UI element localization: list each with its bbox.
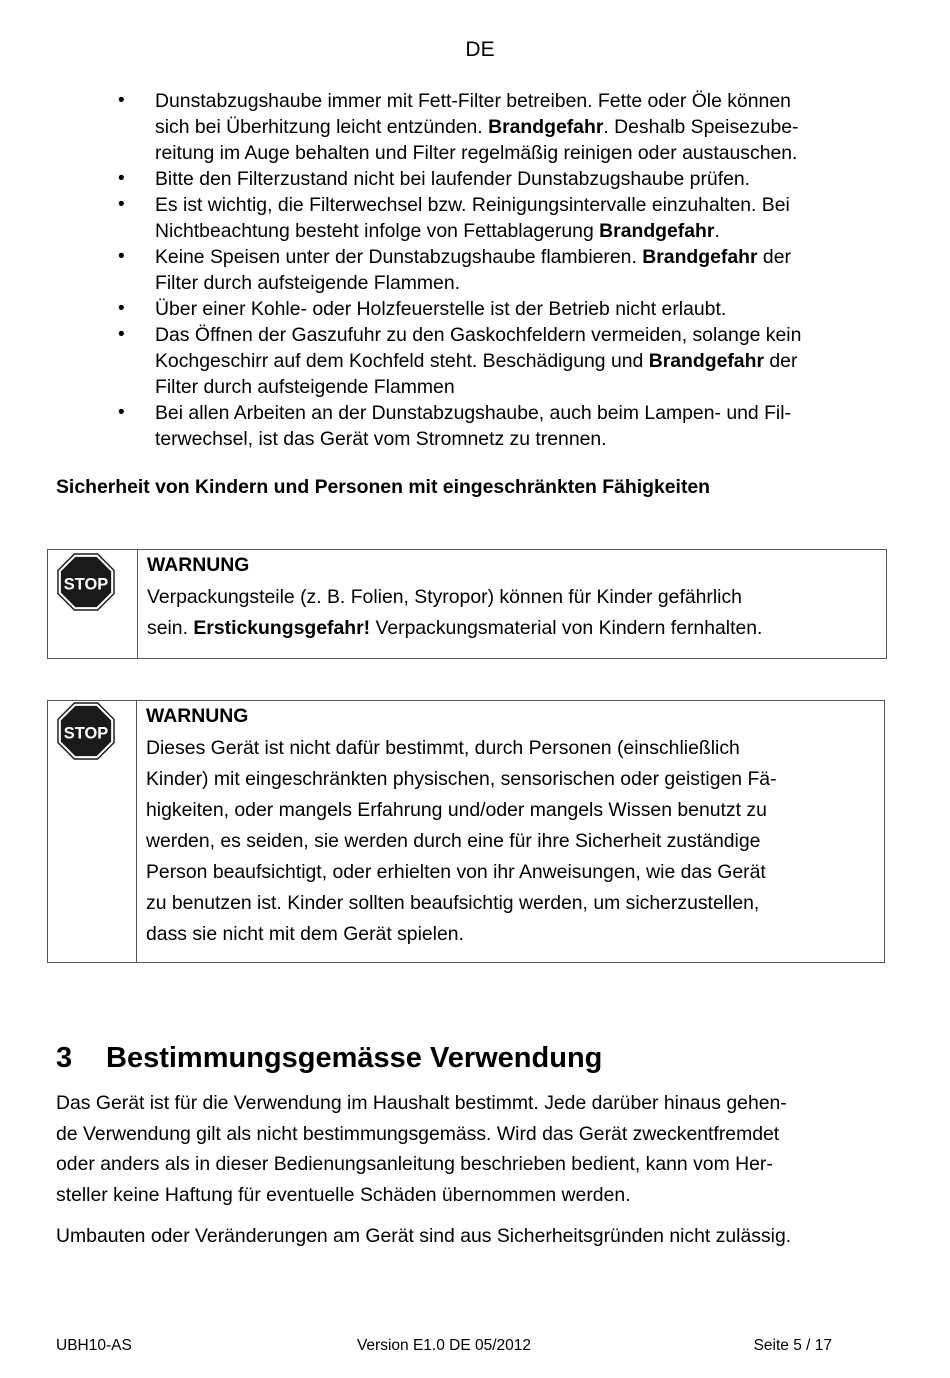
bullet-icon: • [118, 402, 125, 423]
stop-sign-icon [57, 702, 115, 760]
stop-sign-text: STOP [63, 724, 109, 743]
usage-paragraph: Das Gerät ist für die Verwendung im Haushalt bestimmt. Jede darüber hinaus gehen- de Verwendung gilt als nicht bestimmungsgemäss. Wird das Gerät zweckentfremdet oder anders als in dieser Bedienungsanleitung beschrieben bedient, kann vom Her- steller keine Haftung für eventuelle Schäden übernommen werden. [56, 1092, 787, 1206]
bullet-icon: • [118, 168, 125, 189]
warning-box-packaging [47, 549, 887, 659]
chapter-title: Bestimmungsgemässe Verwendung [106, 1042, 603, 1074]
list-item: • Über einer Kohle- oder Holzfeuerstelle ist der Betrieb nicht erlaubt. [118, 298, 727, 320]
warning-title: WARNUNG [146, 705, 249, 727]
warning-text: Verpackungsteile (z. B. Folien, Styropor) können für Kinder gefährlich sein. Erstickungsgefahr! Verpackungsmaterial von Kindern fernhalten. [147, 586, 763, 639]
safety-bullet-list [56, 88, 906, 452]
bullet-icon: • [118, 298, 125, 319]
stop-sign-text: STOP [63, 575, 109, 594]
list-item: • Keine Speisen unter der Dunstabzugshaube flambieren. Brandgefahr der Filter durch aufsteigende Flammen. [118, 246, 791, 294]
section-heading: Sicherheit von Kindern und Personen mit eingeschränkten Fähigkeiten [56, 476, 711, 498]
bullet-icon: • [118, 324, 125, 345]
footer-page-number: Seite 5 / 17 [753, 1337, 832, 1354]
list-item: • Bitte den Filterzustand nicht bei laufender Dunstabzugshaube prüfen. [118, 168, 751, 190]
list-item: • Es ist wichtig, die Filterwechsel bzw. Reinigungsintervalle einzuhalten. Bei Nichtbeachtung besteht infolge von Fettablagerung Brandgefahr. [118, 194, 790, 242]
footer-model: UBH10-AS [56, 1337, 132, 1354]
chapter-heading [56, 1042, 602, 1075]
bullet-icon: • [118, 194, 125, 215]
warning-text: Dieses Gerät ist nicht dafür bestimmt, durch Personen (einschließlich Kinder) mit eingeschränkten physischen, sensorischen oder geistigen Fä- higkeiten, oder mangels Erfahrung und/oder mangels Wissen benutzt zu werden, es seiden, sie werden durch eine für ihre Sicherheit zuständige Person beaufsichtigt, oder erhielten von ihr Anweisungen, wie das Gerät zu benutzen ist. Kinder sollten beaufsichtig werden, um sicherzustellen, dass sie nicht mit dem Gerät spielen. [146, 737, 777, 945]
bullet-icon: • [118, 90, 125, 111]
footer-version: Version E1.0 DE 05/2012 [356, 1337, 532, 1354]
warning-title: WARNUNG [147, 554, 250, 576]
warning-box-persons [47, 700, 885, 963]
list-item: • Dunstabzugshaube immer mit Fett-Filter betreiben. Fette oder Öle können sich bei Überhitzung leicht entzünden. Brandgefahr. Deshalb Speisezube- reitung im Auge behalten und Filter regelmäßig reinigen oder austauschen. [118, 90, 799, 164]
chapter-number: 3 [56, 1042, 73, 1074]
header-language: DE [465, 38, 495, 61]
stop-sign-icon [57, 553, 115, 611]
bullet-icon: • [118, 246, 125, 267]
modification-paragraph: Umbauten oder Veränderungen am Gerät sind aus Sicherheitsgründen nicht zulässig. [56, 1225, 792, 1247]
list-item: • Bei allen Arbeiten an der Dunstabzugshaube, auch beim Lampen- und Fil- terwechsel, ist das Gerät vom Stromnetz zu trennen. [118, 402, 791, 450]
list-item: • Das Öffnen der Gaszufuhr zu den Gaskochfeldern vermeiden, solange kein Kochgeschirr auf dem Kochfeld steht. Beschädigung und Brandgefahr der Filter durch aufsteigende Flammen [118, 324, 802, 398]
